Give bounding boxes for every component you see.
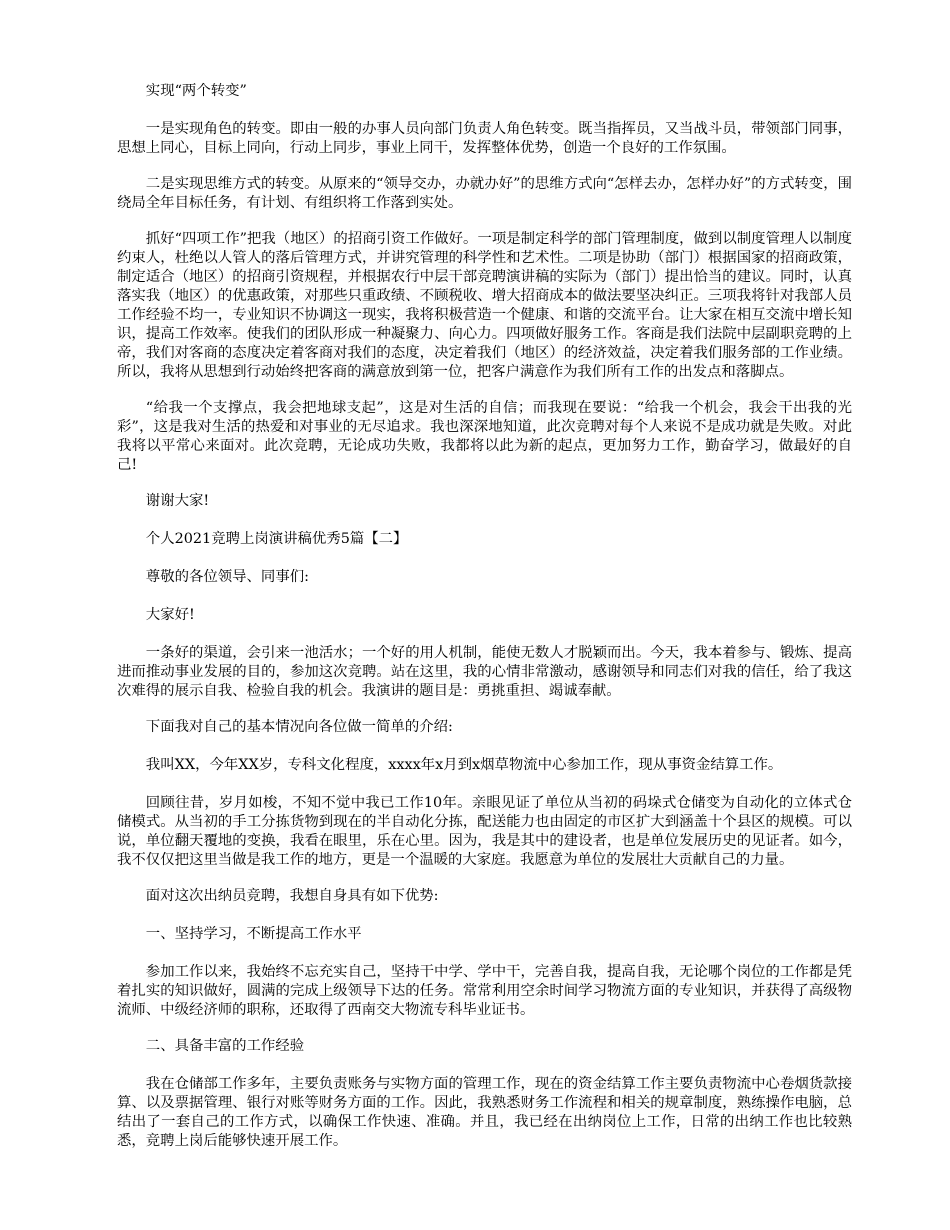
paragraph-advantages-lead: 面对这次出纳员竞聘，我想自身具有如下优势: [145,888,439,904]
paragraph-good-channel: 一条好的渠道，会引来一池活水；一个好的用人机制，能使无数人才脱颖而出。今天，我本着参与、锻炼、提高进而推动事业发展的目的，参加这次竞聘。站在这里，我的心情非常激动，感谢领导和同志们对我的信任，给了我这次难得的展示自我、检验自我的机会。我演讲的题目是：勇挑重担、竭诚奉献。 [117,645,852,699]
paragraph-four-tasks: 抓好“四项工作”把我（地区）的招商引资工作做好。一项是制定科学的部门管理制度，做到以制度管理人以制度约束人，杜绝以人管人的落后管理方式，并讲究管理的科学性和艺术性。二项是协助（部门）根据国家的招商政策，制定适合（地区）的招商引资规程，并根据农行中层干部竞聘演讲稿的实际为（部门）提出恰当的建议。同时，认真落实我（地区）的优惠政策，对那些只重政绩、不顾税收、增大招商成本的做法要坚决纠正。三项我将针对我部人员工作经验不均一，专业知识不协调这一现实，我将积极营造一个健康、和谐的交流平台。让大家在相互交流中增长知识，提高工作效率。使我们的团队形成一种凝聚力、向心力。四项做好服务工作。客商是我们法院中层副职竞聘的上帝，我们对客商的态度决定着客商对我们的态度，决定着我们（地区）的经济效益，决定着我们服务部的工作业绩。所以，我将从思想到行动始终把客商的满意放到第一位，把客户满意作为我们所有工作的出发点和落脚点。 [117,231,852,380]
section-title-two: 个人2021竞聘上岗演讲稿优秀5篇【二】 [145,531,408,547]
paragraph-intro-lead: 下面我对自己的基本情况向各位做一简单的介绍: [145,719,453,735]
paragraph-learning: 参加工作以来，我始终不忘充实自己，坚持干中学、学中干，完善自我，提高自我，无论哪个岗位的工作都是凭着扎实的知识做好，圆满的完成上级领导下达的任务。常常利用空余时间学习物流方面的专业知识，并获得了高级物流师、中级经济师的职称，还取得了西南交大物流专科毕业证书。 [117,964,852,1018]
paragraph-thinking-change: 二是实现思维方式的转变。从原来的“领导交办，办就办好”的思维方式向“怎样去办，怎样办好”的方式转变，围绕局全年目标任务，有计划、有组织将工作落到实处。 [117,176,852,211]
paragraph-experience: 我在仓储部工作多年，主要负责账务与实物方面的管理工作，现在的资金结算工作主要负责物流中心卷烟货款接算、以及票据管理、银行对账等财务方面的工作。因此，我熟悉财务工作流程和相关的规章制度，熟练操作电脑，总结出了一套自己的工作方式，以确保工作快速、准确。并且，我已经在出纳岗位上工作，日常的出纳工作也比较熟悉，竞聘上岗后能够快速开展工作。 [117,1076,852,1149]
subheading-experience: 二、具备丰富的工作经验 [145,1038,305,1054]
paragraph-looking-back: 回顾往昔，岁月如梭，不知不觉中我已工作10年。亲眼见证了单位从当初的码垛式仓储变为自动化的立体式仓储模式。从当初的手工分拣货物到现在的半自动化分拣，配送能力也由固定的市区扩大到涵盖十个县区的规模。可以说，单位翻天覆地的变换，我看在眼里，乐在心里。因为，我是其中的建设者，也是单位发展历史的见证者。如今，我不仅仅把这里当做是我工作的地方，更是一个温暖的大家庭。我愿意为单位的发展壮大贡献自己的力量。 [117,795,852,868]
paragraph-thanks: 谢谢大家! [145,493,210,509]
paragraph-salutation: 尊敬的各位领导、同事们: [145,569,309,585]
paragraph-self-intro: 我叫XX，今年XX岁，专科文化程度，xxxx年x月到x烟草物流中心参加工作，现从事资金结算工作。 [145,757,783,773]
paragraph-heading-two-changes: 实现“两个转变” [145,83,247,99]
paragraph-role-change: 一是实现角色的转变。即由一般的办事人员向部门负责人角色转变。既当指挥员，又当战斗员，带领部门同事，思想上同心，目标上同向，行动上同步，事业上同干，发挥整体优势，创造一个良好的工作氛围。 [117,121,852,156]
paragraph-fulcrum-quote: “给我一个支撑点，我会把地球支起”，这是对生活的自信；而我现在要说：“给我一个机会，我会干出我的光彩”，这是我对生活的热爱和对事业的无尽追求。我也深深地知道，此次竞聘对每个人来说不是成功就是失败。对此我将以平常心来面对。此次竞聘，无论成功失败，我都将以此为新的起点，更加努力工作，勤奋学习，做最好的自己! [117,400,852,473]
document-body [117,82,852,1168]
subheading-keep-learning: 一、坚持学习，不断提高工作水平 [145,926,362,942]
paragraph-greeting: 大家好! [145,607,195,623]
